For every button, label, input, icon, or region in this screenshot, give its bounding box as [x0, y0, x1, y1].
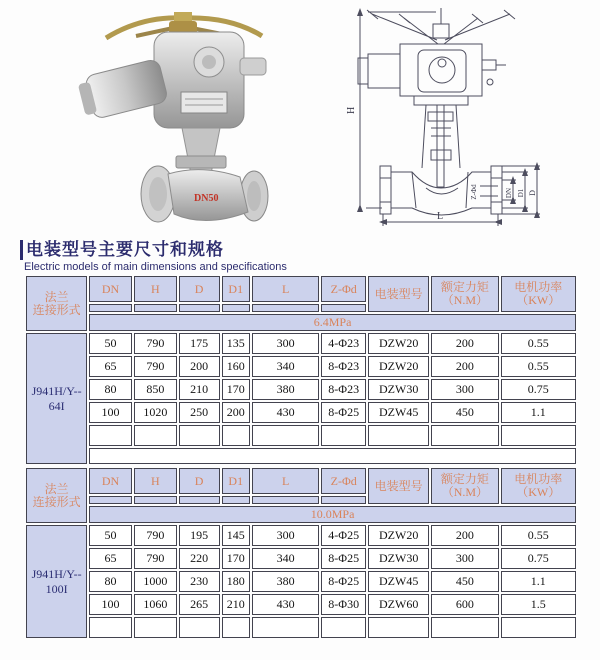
cell — [252, 304, 319, 312]
cell: 230 — [179, 571, 220, 592]
cell: 4-Φ23 — [321, 333, 366, 354]
cell: 175 — [179, 333, 220, 354]
spec-tables — [24, 274, 578, 640]
header-d1: D1 — [222, 276, 251, 302]
header-model: 电装型号 — [368, 468, 429, 504]
cell — [179, 425, 220, 446]
cell — [368, 617, 429, 638]
cell: 200 — [222, 402, 251, 423]
cell: DZW60 — [368, 594, 429, 615]
table-row — [26, 402, 576, 423]
page-title: 电装型号主要尺寸和规格 — [20, 240, 287, 260]
dim-label-h: H — [346, 106, 357, 114]
header-d1: D1 — [222, 468, 251, 494]
cell: 8-Φ25 — [321, 402, 366, 423]
header-power — [501, 276, 577, 312]
valve-photo-svg — [68, 4, 296, 236]
pressure-band: 10.0MPa — [89, 506, 576, 523]
dim-label-d1: D1 — [517, 188, 525, 198]
cell — [252, 617, 319, 638]
header-d: D — [179, 276, 220, 302]
table-row — [26, 525, 576, 546]
table-row — [26, 379, 576, 400]
cell: 80 — [89, 571, 132, 592]
header-flange-line2: 连接形式 — [32, 302, 81, 317]
cell: 8-Φ25 — [321, 571, 366, 592]
header-h: H — [134, 468, 177, 494]
cell: 0.55 — [501, 525, 577, 546]
model-group-label — [26, 525, 87, 638]
cell: 4-Φ25 — [321, 525, 366, 546]
header-dn: DN — [89, 468, 132, 494]
cell: 0.55 — [501, 333, 577, 354]
cell: 300 — [252, 525, 319, 546]
empty-row — [26, 617, 576, 638]
table-row — [26, 571, 576, 592]
cell — [368, 425, 429, 446]
cell: 210 — [222, 594, 251, 615]
cell — [222, 425, 251, 446]
cell: 430 — [252, 594, 319, 615]
pressure-band: 6.4MPa — [89, 314, 576, 331]
dim-label-d: D — [528, 190, 537, 196]
valve-photo — [68, 4, 296, 241]
header-d: D — [179, 468, 220, 494]
cell — [134, 304, 177, 312]
cell — [179, 304, 220, 312]
cell — [179, 617, 220, 638]
table-row — [26, 356, 576, 377]
cell — [89, 617, 132, 638]
cell: 80 — [89, 379, 132, 400]
cell: 850 — [134, 379, 177, 400]
cell: 790 — [134, 548, 177, 569]
header-power — [501, 468, 577, 504]
cell: 1.1 — [501, 402, 577, 423]
cell: 300 — [431, 379, 498, 400]
cell: DZW20 — [368, 333, 429, 354]
cell — [321, 304, 366, 312]
cell: 65 — [89, 548, 132, 569]
merged-empty-row — [26, 448, 576, 464]
cell: 200 — [431, 333, 498, 354]
dim-label-l: L — [437, 211, 444, 222]
header-torque-line1: 额定力矩 — [440, 280, 489, 294]
header-torque-line1: 额定力矩 — [440, 472, 489, 486]
cell: DZW30 — [368, 379, 429, 400]
cell: DZW45 — [368, 402, 429, 423]
cell: DZW30 — [368, 548, 429, 569]
cell: 1060 — [134, 594, 177, 615]
cell — [222, 617, 251, 638]
spec-table-6-4mpa — [24, 274, 578, 466]
header-flange-line1: 法兰 — [44, 481, 69, 496]
header-dn: DN — [89, 276, 132, 302]
cell: 300 — [431, 548, 498, 569]
drawing-body — [380, 166, 502, 215]
valve-drawing — [312, 0, 574, 241]
model-group-line2: 100I — [45, 581, 68, 596]
cell: 300 — [252, 333, 319, 354]
table-row — [26, 594, 576, 615]
header-flange-line1: 法兰 — [44, 289, 69, 304]
header-l: L — [252, 468, 319, 494]
cell: 210 — [179, 379, 220, 400]
header-zphid: Z-Φd — [321, 468, 366, 494]
dim-label-dn: DN — [505, 187, 513, 199]
cell: 100 — [89, 594, 132, 615]
cell — [501, 425, 577, 446]
cell: 200 — [179, 356, 220, 377]
cell: 790 — [134, 525, 177, 546]
cell: 0.75 — [501, 548, 577, 569]
cell: 200 — [431, 525, 498, 546]
header-torque-line2: （N.M） — [441, 293, 489, 307]
header-flange-line2: 连接形式 — [32, 494, 81, 509]
cell: 790 — [134, 333, 177, 354]
cell: 1.1 — [501, 571, 577, 592]
cell — [501, 617, 577, 638]
header-model: 电装型号 — [368, 276, 429, 312]
cell: 195 — [179, 525, 220, 546]
cell: 8-Φ25 — [321, 548, 366, 569]
dim-label-zphid: Z-Φd — [470, 184, 478, 200]
table-row — [26, 333, 576, 354]
header-flange — [26, 276, 87, 331]
title-block — [20, 240, 287, 274]
dimension-zphid — [480, 186, 498, 196]
cell: 1000 — [134, 571, 177, 592]
cell: 790 — [134, 356, 177, 377]
valve-body — [141, 166, 268, 222]
cell: 250 — [179, 402, 220, 423]
table-row — [26, 548, 576, 569]
cell: 380 — [252, 379, 319, 400]
dimension-h — [360, 12, 436, 208]
cell — [89, 496, 132, 504]
photo-dn-mark: DN50 — [194, 193, 219, 204]
header-zphid: Z-Φd — [321, 276, 366, 302]
model-group-line1: J941H/Y-- — [31, 566, 82, 581]
yoke — [176, 128, 226, 174]
model-group-line1: J941H/Y-- — [31, 383, 82, 398]
cell: 8-Φ23 — [321, 356, 366, 377]
actuator — [76, 32, 266, 128]
cell: DZW45 — [368, 571, 429, 592]
header-torque-line2: （N.M） — [441, 485, 489, 499]
cell: 450 — [431, 571, 498, 592]
cell: 200 — [431, 356, 498, 377]
cell: 100 — [89, 402, 132, 423]
cell: 135 — [222, 333, 251, 354]
drawing-handwheel — [367, 8, 515, 44]
cell: 8-Φ23 — [321, 379, 366, 400]
header-power-line1: 电机功率 — [514, 280, 563, 294]
cell: 1.5 — [501, 594, 577, 615]
pressure-row — [26, 506, 576, 523]
spec-table-10mpa — [24, 466, 578, 640]
drawing-yoke — [414, 96, 468, 187]
cell: 170 — [222, 548, 251, 569]
cell — [134, 425, 177, 446]
cell: DZW20 — [368, 525, 429, 546]
empty-row — [26, 425, 576, 446]
cell — [222, 496, 251, 504]
cell: 0.55 — [501, 356, 577, 377]
page-subtitle: Electric models of main dimensions and specifications — [24, 261, 287, 273]
cell: 450 — [431, 402, 498, 423]
header-flange — [26, 468, 87, 523]
drawing-actuator — [358, 44, 506, 96]
cell — [222, 304, 251, 312]
cell — [431, 425, 498, 446]
cell — [179, 496, 220, 504]
header-torque — [431, 468, 498, 504]
cell: 50 — [89, 333, 132, 354]
cell: 8-Φ30 — [321, 594, 366, 615]
cell: DZW20 — [368, 356, 429, 377]
cell — [321, 425, 366, 446]
header-h: H — [134, 276, 177, 302]
cell: 180 — [222, 571, 251, 592]
cell — [321, 496, 366, 504]
header-power-line1: 电机功率 — [514, 472, 563, 486]
cell: 170 — [222, 379, 251, 400]
header-row — [26, 468, 576, 494]
header-l: L — [252, 276, 319, 302]
cell: 380 — [252, 571, 319, 592]
cell: 340 — [252, 356, 319, 377]
cell: 265 — [179, 594, 220, 615]
header-power-line2: （KW） — [516, 485, 561, 499]
nameplate — [181, 92, 227, 113]
cell: 1020 — [134, 402, 177, 423]
cell — [252, 496, 319, 504]
cell: 220 — [179, 548, 220, 569]
header-torque — [431, 276, 498, 312]
cell — [134, 617, 177, 638]
pressure-row — [26, 314, 576, 331]
cell — [431, 617, 498, 638]
cell — [252, 425, 319, 446]
cell: 340 — [252, 548, 319, 569]
cell: 600 — [431, 594, 498, 615]
cell: 50 — [89, 525, 132, 546]
cell — [89, 425, 132, 446]
model-group-label — [26, 333, 87, 464]
cell — [134, 496, 177, 504]
cell — [89, 304, 132, 312]
cell: 65 — [89, 356, 132, 377]
model-group-line2: 64I — [48, 398, 65, 413]
valve-drawing-svg — [312, 0, 574, 236]
cell: 430 — [252, 402, 319, 423]
cell: 160 — [222, 356, 251, 377]
cell: 0.75 — [501, 379, 577, 400]
cell — [321, 617, 366, 638]
cell — [89, 448, 576, 464]
cell: 145 — [222, 525, 251, 546]
figures-section — [0, 0, 600, 238]
header-power-line2: （KW） — [516, 293, 561, 307]
header-row — [26, 276, 576, 302]
